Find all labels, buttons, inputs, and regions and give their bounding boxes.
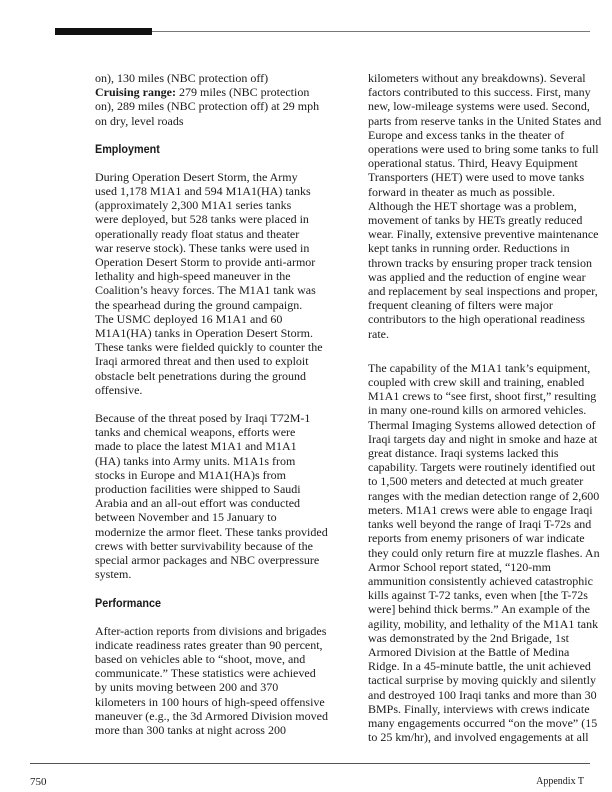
paragraph-specs — [95, 71, 357, 128]
text-line: Iraqi armored threat and then used to exploit — [95, 354, 309, 369]
left-column — [95, 71, 357, 751]
text-line: Although the HET shortage was a problem, — [368, 198, 577, 213]
text-line: Armor School report stated, “120-mm — [368, 559, 551, 574]
text-line: operationally ready float status and theater — [95, 226, 300, 241]
text-line: lethality and high-speed maneuver in the — [95, 269, 291, 284]
text-line: ranges with the median detection range of 2,600 — [368, 488, 600, 503]
text-line: Transporters (HET) were used to move tanks — [368, 170, 585, 185]
text-line: factors contributed to this success. First, many — [368, 85, 591, 100]
text-line: reports from enemy prisoners of war indicate — [368, 531, 585, 546]
text-line: operational status. Third, Heavy Equipment — [368, 156, 578, 171]
text-line: After-action reports from divisions and brigades — [95, 623, 327, 638]
text-line: modernize the armor fleet. These tanks provided — [95, 524, 328, 539]
text-line: kilometers in 100 hours of high-speed offensive — [95, 694, 325, 709]
text-line: offensive. — [95, 382, 143, 397]
text-line: thrown tracks by ensuring proper track tension — [368, 255, 592, 270]
text-line: The USMC deployed 16 M1A1 and 60 — [95, 311, 283, 326]
text-line: was demonstrated by the 2nd Brigade, 1st — [368, 630, 569, 645]
text-line: special armor packages and NBC overpressure — [95, 553, 320, 568]
text-line: was applied and the reduction of engine wear — [368, 269, 586, 284]
text-line: stocks in Europe and M1A1(HA)s from — [95, 467, 286, 482]
text-line: frequent cleaning of filters were major — [368, 298, 553, 313]
paragraph — [368, 361, 612, 744]
text-line: rate. — [368, 326, 389, 341]
heading-performance: Performance — [95, 595, 162, 610]
text-line: to 25 km/hr), and involved engagements at all — [368, 730, 589, 745]
section-label: Appendix T — [536, 776, 584, 787]
text-line: (approximately 2,300 M1A1 series tanks — [95, 198, 292, 213]
text-line: many engagements occurred “on the move” (15 — [368, 715, 598, 730]
text-line: on dry, level roads — [95, 113, 184, 128]
text-line: to 1,500 meters and detected at much greater — [368, 474, 584, 489]
text-line: between November and 15 January to — [95, 510, 277, 525]
text-line: were deployed, but 528 tanks were placed in — [95, 212, 309, 227]
text-line: crews with better survivability because of the — [95, 538, 313, 553]
text-line: in many one-round kills on armored vehicles. — [368, 403, 587, 418]
paragraph — [368, 71, 612, 341]
text-line: war reserve stock). These tanks were used in — [95, 240, 310, 255]
text-line: ammunition consistently achieved catastrophic — [368, 573, 593, 588]
text-line: movement of tanks by HETs greatly reduced — [368, 213, 583, 228]
cruising-range-label: Cruising range: — [95, 85, 176, 100]
text-line: Ridge. In a 45-minute battle, the unit achieved — [368, 659, 591, 674]
text-line: tanks well beyond the range of Iraqi T-72s and — [368, 517, 592, 532]
text-line: by units moving between 200 and 370 — [95, 680, 279, 695]
text-line: communicate.” These statistics were achieved — [95, 666, 316, 681]
text-line: kilometers without any breakdowns). Several — [368, 71, 586, 85]
text-line: the spearhead during the ground campaign. — [95, 297, 303, 312]
text-line: During Operation Desert Storm, the Army — [95, 169, 298, 184]
text-line: wear. Finally, extensive preventive maintenance — [368, 227, 599, 242]
header-rule — [152, 31, 590, 32]
heading-employment: Employment — [95, 141, 160, 156]
text-line: maneuver (e.g., the 3d Armored Division moved — [95, 708, 328, 723]
text-line: new, low-mileage systems were used. Second, — [368, 99, 590, 114]
text-line: great distance. Iraqi systems lacked this — [368, 446, 559, 461]
text-line: on), 130 miles (NBC protection off) — [95, 71, 269, 85]
text-line: These tanks were fielded quickly to counter the — [95, 340, 323, 355]
text-line: used 1,178 M1A1 and 594 M1A1(HA) tanks — [95, 184, 311, 199]
text-span: 279 miles (NBC protection — [176, 85, 310, 100]
text-line: capability. Targets were routinely identified out — [368, 460, 596, 475]
text-line: and replacement by seal inspections and proper, — [368, 284, 598, 299]
text-line: tanks and chemical weapons, efforts were — [95, 425, 296, 440]
header-bar — [55, 28, 152, 35]
text-line: forward in theater as much as possible. — [368, 184, 555, 199]
text-line — [95, 85, 357, 99]
text-line: and destroyed 100 Iraqi tanks and more than 30 — [368, 687, 597, 702]
text-line: Coalition’s heavy forces. The M1A1 tank was — [95, 283, 316, 298]
text-line: parts from reserve tanks in the United States and — [368, 113, 602, 128]
right-column — [368, 71, 612, 758]
text-line: they could only return fire at muzzle flashes. An — [368, 545, 600, 560]
text-line: BMPs. Finally, interviews with crews indicate — [368, 701, 590, 716]
page-number: 750 — [30, 776, 47, 788]
text-line: agility, mobility, and lethality of the M1A1 tank — [368, 616, 599, 631]
text-line: The capability of the M1A1 tank’s equipment, — [368, 360, 591, 375]
text-line: obstacle belt penetrations during the ground — [95, 368, 306, 383]
text-line: Operation Desert Storm to provide anti-armor — [95, 255, 316, 270]
text-line: M1A1 crews to “see first, shoot first,” resulting — [368, 389, 597, 404]
text-line: indicate readiness rates greater than 90 percent, — [95, 637, 323, 652]
text-line: (HA) tanks into Army units. M1A1s from — [95, 453, 296, 468]
text-line: Europe and excess tanks in the theater of — [368, 127, 565, 142]
text-line: M1A1(HA) tanks in Operation Desert Storm. — [95, 326, 313, 341]
text-line: kept tanks in running order. Reductions in — [368, 241, 570, 256]
paragraph — [95, 624, 357, 738]
text-line: on), 289 miles (NBC protection off) at 29 mph — [95, 99, 320, 114]
text-line: based on vehicles able to “shoot, move, and — [95, 651, 306, 666]
text-line: Because of the threat posed by Iraqi T72M-1 — [95, 411, 311, 426]
text-line: coupled with crew skill and training, enabled — [368, 375, 585, 390]
text-line: tactical surprise by moving quickly and silently — [368, 673, 596, 688]
paragraph — [95, 170, 357, 397]
text-line: made to place the latest M1A1 and M1A1 — [95, 439, 297, 454]
text-line: system. — [95, 567, 132, 582]
text-line: kills against T-72 tanks, even when [the T-72s — [368, 588, 588, 603]
text-line: Thermal Imaging Systems allowed detection of — [368, 417, 596, 432]
text-line: contributors to the high operational readiness — [368, 312, 585, 327]
text-line: operations were used to bring some tanks to full — [368, 142, 599, 157]
text-line: meters. M1A1 crews were able to engage Iraqi — [368, 502, 593, 517]
text-line: production facilities were shipped to Saudi — [95, 482, 301, 497]
paragraph — [95, 411, 357, 581]
text-line: were] behind thick berms.” An example of the — [368, 602, 590, 617]
text-line: Arabia and an all-out effort was conducted — [95, 496, 301, 511]
footer-rule — [30, 763, 590, 764]
text-line: more than 300 tanks at night across 200 — [95, 722, 286, 737]
text-line: Armored Division at the Battle of Medina — [368, 644, 570, 659]
text-line: Iraqi targets day and night in smoke and haze at — [368, 431, 598, 446]
